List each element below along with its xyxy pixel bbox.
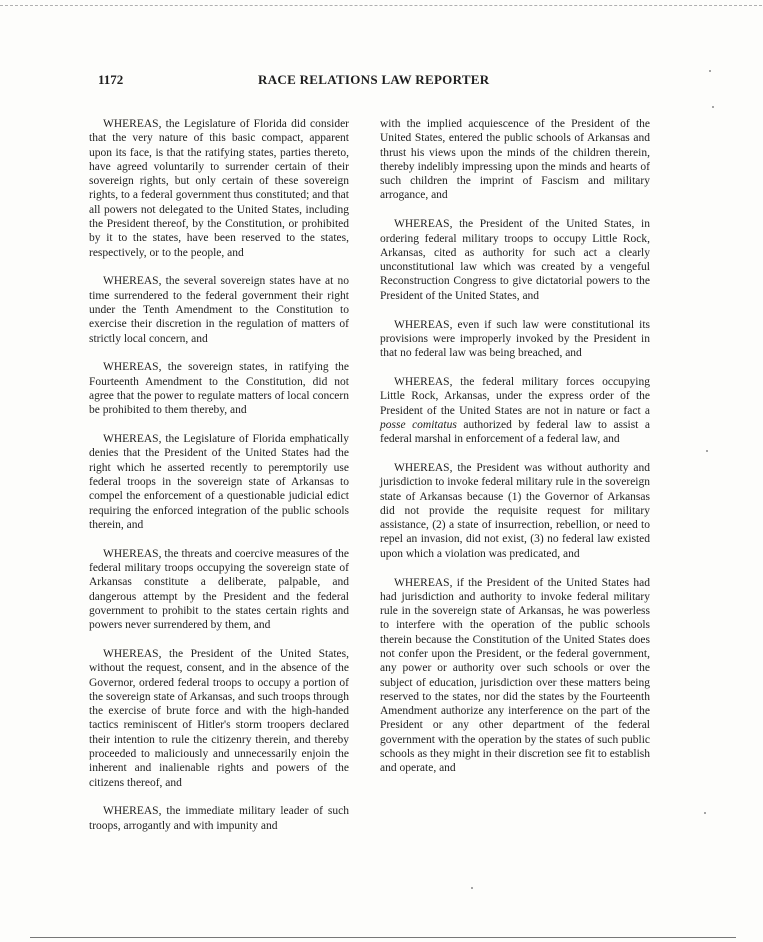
paragraph: WHEREAS, if the President of the United States had had jurisdiction and authority to invoke federal military rule in the sovereign state of Arkansas, he was powerless to interfere with the operation of the public schools therein because the Constitution of the United States does not confer upon the President, or the federal government, any power or authority over such schools or over the subject of education, jurisdiction over these matters being reserved to the states, nor did the states by the Fourteenth Amendment authorize any interference on the part of the President or any other department of the federal government with the operation by the states of such public schools as they might in their discretion see fit to establish and operate, and	[380, 576, 650, 775]
paragraph: WHEREAS, even if such law were constitutional its provisions were improperly invoked by the President in that no federal law was being breached, and	[380, 318, 650, 360]
page-header	[98, 72, 658, 92]
scan-speck	[704, 812, 706, 814]
italic-term: posse comitatus	[380, 418, 457, 431]
running-title: RACE RELATIONS LAW REPORTER	[258, 72, 490, 87]
left-column	[89, 117, 349, 848]
scan-speck	[709, 70, 711, 72]
scan-speck	[712, 106, 714, 108]
paragraph-posse-comitatus	[380, 375, 650, 446]
paragraph: WHEREAS, the several sovereign states have at no time surrendered to the federal government their right under the Tenth Amendment to the Constitution to exercise their discretion in the regulation of matters of strictly local concern, and	[89, 275, 349, 345]
paragraph: WHEREAS, the sovereign states, in ratifying the Fourteenth Amendment to the Constitution, did not agree that the power to regulate matters of local concern be prohibited to them thereby, and	[89, 361, 349, 417]
text-run: WHEREAS, the federal military forces occupying Little Rock, Arkansas, under the express order of the President of the United States are not in nature or fact a	[380, 375, 650, 417]
continued-paragraph: with the implied acquiescence of the President of the United States, entered the public schools of Arkansas and thrust his views upon the minds of the children therein, thereby indelibly impressing upon the minds and hearts of such children the imprint of Fascism and military arrogance, and	[380, 118, 650, 202]
bottom-rule	[30, 937, 736, 938]
paragraph: WHEREAS, the Legislature of Florida did consider that the very nature of this basic compact, apparent upon its face, is that the ratifying states, parties thereto, have agreed voluntarily to surrender certain of their sovereign rights, but only certain of these sovereign rights, to a federal government thus constituted; and that all powers not delegated to the United States, including the President thereof, by the Constitution, or prohibited by it to the states, have been reserved to the states, respectively, or to the people, and	[89, 118, 349, 259]
top-dashed-rule	[0, 5, 762, 6]
paragraph: WHEREAS, the President was without authority and jurisdiction to invoke federal military rule in the sovereign state of Arkansas because (1) the Governor of Arkansas did not provide the requisite request for military assistance, (2) a state of insurrection, rebellion, or need to repel an invasion, did not exist, (3) no federal law existed upon which a violation was predicated, and	[380, 461, 650, 560]
text-run: authorized by federal law to assist a federal marshal in enforcement of a federal law, and	[380, 418, 650, 446]
paragraph: WHEREAS, the immediate military leader of such troops, arrogantly and with impunity and	[89, 805, 349, 832]
scan-speck	[706, 450, 708, 452]
paragraph: WHEREAS, the Legislature of Florida emphatically denies that the President of the United States had the right which he asserted recently to peremptorily use federal troops in the sovereign state of Arkansas to compel the enforcement of a questionable judicial edict requiring the enforced integration of the public schools therein, and	[89, 433, 349, 531]
paragraph: WHEREAS, the President of the United States, in ordering federal military troops to occupy Little Rock, Arkansas, cited as authority for such act a clearly unconstitutional law which was created by a vengeful Reconstruction Congress to give dictatorial powers to the President of the United States, and	[380, 218, 650, 302]
paragraph: WHEREAS, the President of the United States, without the request, consent, and in the absence of the Governor, ordered federal troops to occupy a portion of the sovereign state of Arkansas, and such troops through the exercise of brute force and with the high-handed tactics reminiscent of Hitler's storm troopers declared their intention to rule the citizenry therein, and thereby proceeded to maliciously and unnecessarily enjoin the inherent and inalienable rights and powers of the citizens thereof, and	[89, 648, 349, 789]
paragraph: WHEREAS, the threats and coercive measures of the federal military troops occupying the sovereign state of Arkansas constitute a deliberate, palpable, and dangerous attempt by the President and the federal government to prohibit to the states certain rights and powers never surrendered by them, and	[89, 547, 349, 632]
page-number: 1172	[98, 72, 124, 87]
scan-speck	[471, 887, 473, 889]
right-column	[380, 117, 650, 790]
